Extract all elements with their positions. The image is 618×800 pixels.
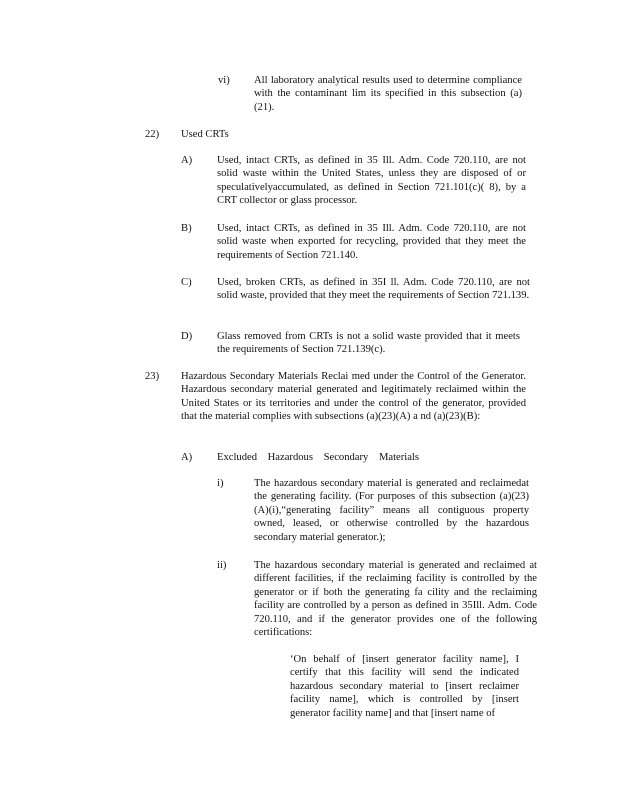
item-22B-label: B) bbox=[181, 223, 192, 234]
item-23Aii-label: ii) bbox=[217, 560, 227, 571]
item-22D-label: D) bbox=[181, 331, 193, 342]
item-23A-label: A) bbox=[181, 452, 193, 463]
item-23Ai-label: i) bbox=[217, 478, 224, 489]
item-22A-text: Used, intact CRTs, as defined in 35 Ill. Adm. Code 720.110, are not solid waste within the United States, unless they are disposed of or speculativelyaccumulated, as defined in Section 721.101(c)( 8), by a CRT collector or glass processor. bbox=[217, 155, 526, 207]
section-22-title: Used CRTs bbox=[181, 129, 229, 140]
item-22C-label: C) bbox=[181, 277, 192, 288]
section-23-text: Hazardous Secondary Materials Reclai med under the Control of the Generator. Hazardous secondary material generated and legitimately reclaimed within the United States or its territories and under the control of the generator, provided that the material complies with subsections (a)(23)(A) a nd (a)(23)(B): bbox=[181, 371, 526, 423]
item-22B-text: Used, intact CRTs, as defined in 35 Ill. Adm. Code 720.110, are not solid waste when exported for recycling, provided that they meet the requirements of Section 721.140. bbox=[217, 223, 526, 261]
item-22A-label: A) bbox=[181, 155, 193, 166]
item-22D-text: Glass removed from CRTs is not a solid waste provided that it meets the requirements of Section 721.139(c). bbox=[217, 331, 520, 356]
item-23Aii-text: The hazardous secondary material is generated and reclaimed at different facilities, if the reclaiming facility is controlled by the generator or if both the generating fa cility and the reclaiming facility are controlled by a person as defined in 35Ill. Adm. Code 720.110, and if the generator provides one of the following certifications: bbox=[254, 560, 537, 639]
section-22-label: 22) bbox=[145, 129, 160, 140]
item-23Ai-text: The hazardous secondary material is generated and reclaimedat the generating facility. (For purposes of this subsection (a)(23)(A)(i),“generating facility” means all contiguous property owned, leased, or otherwise controlled by the hazardous secondary material generator.); bbox=[254, 478, 529, 543]
certification-quote: ‘On behalf of [insert generator facility name], I certify that this facility will send the indicated hazardous secondary material to [insert reclaimer facility name], which is controlled by [insert generator facility name] and that [insert name of bbox=[290, 654, 519, 719]
item-22C-text: Used, broken CRTs, as defined in 35I ll. Adm. Code 720.110, are not solid waste, provided that they meet the requirements of Section 721.139. bbox=[217, 277, 530, 302]
item-23A-title: Excluded Hazardous Secondary Materials bbox=[217, 452, 419, 463]
item-vi-text: All laboratory analytical results used to determine compliance with the contaminant lim its specified in this subsection (a)(21). bbox=[254, 75, 522, 113]
item-vi-label: vi) bbox=[218, 75, 230, 86]
section-23-label: 23) bbox=[145, 371, 160, 382]
